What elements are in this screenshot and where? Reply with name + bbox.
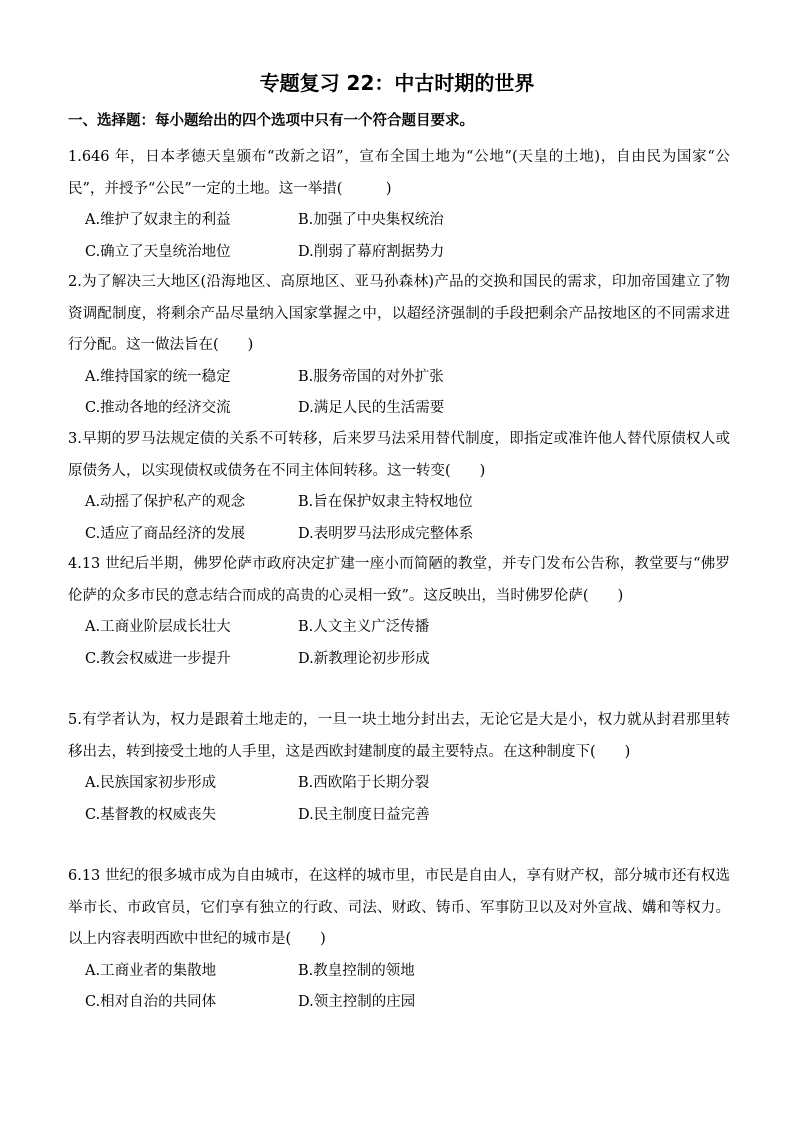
option-a[interactable]: A.维持国家的统一稳定: [85, 368, 231, 385]
option-d[interactable]: D.新教理论初步形成: [298, 650, 430, 667]
options-row: [68, 956, 730, 988]
question-2: [68, 267, 730, 425]
option-c[interactable]: C.确立了天皇统治地位: [85, 243, 231, 260]
option-c[interactable]: C.推动各地的经济交流: [85, 400, 231, 416]
section-heading: 一、选择题：每小题给出的四个选项中只有一个符合题目要求。: [68, 113, 474, 129]
options-row: [68, 768, 730, 800]
option-b[interactable]: B.教皇控制的领地: [298, 962, 415, 979]
question-stem: 3.早期的罗马法规定债的关系不可转移，后来罗马法采用替代制度，即指定或准许他人替代原债权人或原债务人，以实现债权或债务在不同主体间转移。这一转变( ): [68, 431, 730, 479]
question-1: [68, 142, 730, 268]
option-b[interactable]: B.人文主义广泛传播: [298, 619, 430, 635]
question-4: [68, 549, 730, 675]
option-c[interactable]: C.教会权威进一步提升: [85, 650, 231, 667]
options-row: [68, 519, 730, 551]
option-b[interactable]: B.服务帝国的对外扩张: [298, 368, 444, 385]
option-d[interactable]: D.满足人民的生活需要: [298, 400, 445, 416]
option-d[interactable]: D.表明罗马法形成完整体系: [298, 525, 474, 542]
option-c[interactable]: C.基督教的权威丧失: [85, 806, 217, 823]
options-row: [68, 237, 730, 269]
question-6: [68, 861, 730, 1019]
option-d[interactable]: D.领主控制的庄园: [298, 994, 416, 1010]
option-d[interactable]: D.削弱了幕府割据势力: [298, 243, 445, 260]
option-a[interactable]: A.动摇了保护私产的观念: [85, 494, 246, 510]
option-c[interactable]: C.适应了商品经济的发展: [85, 525, 246, 542]
options-row: [68, 800, 730, 832]
option-b[interactable]: B.西欧陷于长期分裂: [298, 775, 430, 791]
option-a[interactable]: A.工商业者的集散地: [85, 962, 217, 979]
question-stem: 4.13 世纪后半期，佛罗伦萨市政府决定扩建一座小而简陋的教堂，并专门发布公告称，教堂要与“佛罗伦萨的众多市民的意志结合而成的高贵的心灵相一致”。这反映出，当时佛罗伦萨( ): [68, 556, 730, 604]
option-a[interactable]: A.工商业阶层成长壮大: [85, 619, 231, 635]
options-row: [68, 487, 730, 519]
option-b[interactable]: B.旨在保护奴隶主特权地位: [298, 494, 473, 510]
question-stem: 1.646 年，日本孝德天皇颁布“改新之诏”，宣布全国土地为“公地”(天皇的土地)，自由民为国家“公民”，并授予“公民”一定的土地。这一举措( ): [68, 149, 730, 197]
page-title: 专题复习 22：中古时期的世界: [259, 71, 535, 95]
question-stem: 6.13 世纪的很多城市成为自由城市，在这样的城市里，市民是自由人，享有财产权，部分城市还有权选举市长、市政官员，它们享有独立的行政、司法、财政、铸币、军事防卫以及对外宣战、媾和等权力。以上内容表明西欧中世纪的城市是( ): [68, 868, 730, 947]
question-3: [68, 424, 730, 550]
options-row: [68, 987, 730, 1019]
option-c[interactable]: C.相对自治的共同体: [85, 994, 217, 1010]
question-5: [68, 705, 730, 831]
option-a[interactable]: A.维护了奴隶主的利益: [85, 212, 231, 228]
question-stem: 5.有学者认为，权力是跟着土地走的，一旦一块土地分封出去，无论它是大是小，权力就从封君那里转移出去，转到接受土地的人手里，这是西欧封建制度的最主要特点。在这种制度下( ): [68, 712, 730, 760]
options-row: [68, 612, 730, 644]
options-row: [68, 393, 730, 425]
options-row: [68, 644, 730, 676]
question-stem: 2.为了解决三大地区(沿海地区、高原地区、亚马孙森林)产品的交换和国民的需求，印加帝国建立了物资调配制度，将剩余产品尽量纳入国家掌握之中，以超经济强制的手段把剩余产品按地区的不同需求进行分配。这一做法旨在( ): [68, 274, 730, 353]
option-b[interactable]: B.加强了中央集权统治: [298, 212, 444, 228]
option-d[interactable]: D.民主制度日益完善: [298, 806, 430, 823]
options-row: [68, 362, 730, 394]
options-row: [68, 205, 730, 237]
option-a[interactable]: A.民族国家初步形成: [85, 775, 217, 791]
